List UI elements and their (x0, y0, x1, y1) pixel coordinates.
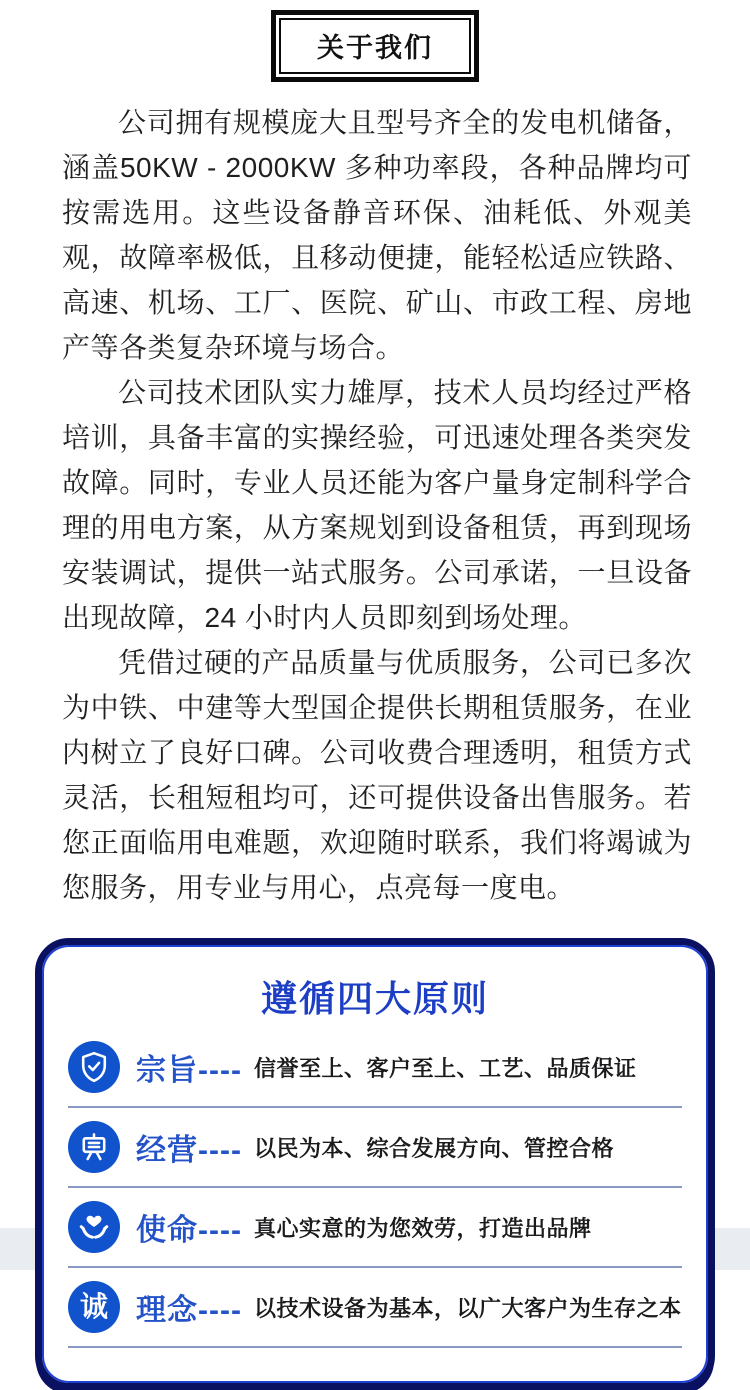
about-text (0, 82, 750, 910)
hands-heart-icon (68, 1201, 120, 1253)
sincerity-character-glyph: 诚 (79, 1291, 108, 1322)
principle-row-shiming (68, 1188, 682, 1268)
principle-text: 真心实意的为您效劳，打造出品牌 (253, 1215, 592, 1241)
about-page (0, 10, 750, 1390)
principle-label: 宗旨---- (136, 1054, 242, 1087)
section-title-box (271, 10, 479, 82)
about-paragraph-2: 公司技术团队实力雄厚，技术人员均经过严格培训，具备丰富的实操经验，可迅速处理各类突发故障。同时，专业人员还能为客户量身定制科学合理的用电方案，从方案规划到设备租赁，再到现场安装调试，提供一站式服务。公司承诺，一旦设备出现故障，24 小时内人员即刻到场处理。 (62, 377, 692, 633)
page-title: 关于我们 (279, 18, 471, 74)
sincerity-character-icon (68, 1281, 120, 1333)
about-paragraph-3: 凭借过硬的产品质量与优质服务，公司已多次为中铁、中建等大型国企提供长期租赁服务，在业内树立了良好口碑。公司收费合理透明，租赁方式灵活，长租短租均可，还可提供设备出售服务。若您正面临用电难题，欢迎随时联系，我们将竭诚为您服务，用专业与用心，点亮每一度电。 (62, 647, 692, 903)
principles-title: 遵循四大原则 (260, 978, 489, 1019)
about-paragraph-1: 公司拥有规模庞大且型号齐全的发电机储备，涵盖50KW - 2000KW 多种功率段，各种品牌均可按需选用。这些设备静音环保、油耗低、外观美观，故障率极低，且移动便捷，能轻松适应铁路、高速、机场、工厂、医院、矿山、市政工程、房地产等各类复杂环境与场合。 (62, 107, 692, 363)
principle-label: 理念---- (136, 1294, 242, 1327)
principle-row-zongzhi (68, 1028, 682, 1108)
principle-text: 信誉至上、客户至上、工艺、品质保证 (253, 1055, 637, 1081)
principle-label: 经营---- (136, 1134, 242, 1167)
principle-text: 以技术设备为基本，以广大客户为生存之本 (253, 1295, 682, 1321)
principles-panel (35, 938, 715, 1390)
presentation-board-icon (68, 1121, 120, 1173)
principle-row-linian (68, 1268, 682, 1348)
shield-check-icon (68, 1041, 120, 1093)
principle-label: 使命---- (136, 1214, 242, 1247)
principle-row-jingying (68, 1108, 682, 1188)
principle-text: 以民为本、综合发展方向、管控合格 (253, 1135, 614, 1161)
